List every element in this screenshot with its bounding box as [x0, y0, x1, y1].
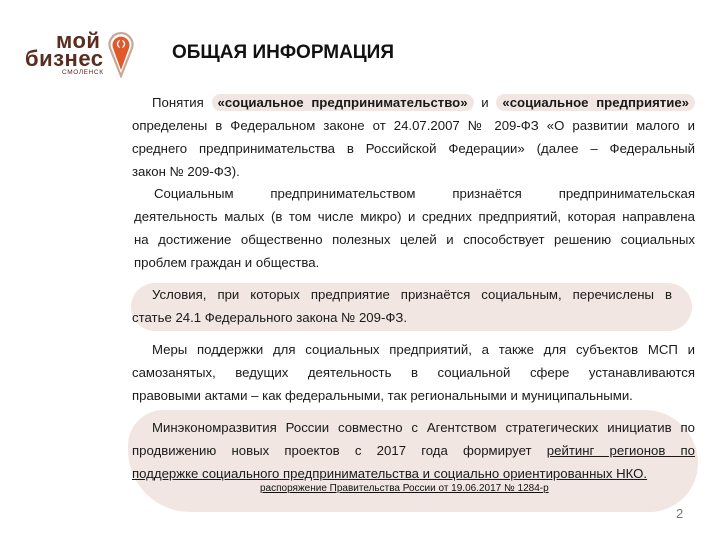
paragraph-support-measures: [132, 338, 695, 407]
paragraph-line: правовыми актами – как федеральными, так региональными и муниципальными.: [132, 388, 633, 403]
text-line: Условия, при которых предприятие признаётся социальным, перечислены в: [152, 287, 672, 302]
source-link[interactable]: распоряжение Правительства России от 19.06.2017 № 1284-р: [260, 483, 549, 494]
paragraph-line: [134, 182, 695, 205]
term-social-enterprise: «социальное предприятие»: [496, 94, 695, 111]
paragraph-line: на достижение общественно полезных целей и способствует решению социальных: [134, 232, 695, 247]
text-line: Меры поддержки для социальных предприятий, а также для субъектов МСП и: [152, 342, 695, 357]
paragraph-conditions: [132, 283, 672, 329]
logo-word-biznes: бизнес: [25, 46, 104, 71]
text-line: продвижению новых проектов с 2017 года формирует: [132, 443, 532, 458]
text-concepts: Понятия: [152, 95, 204, 110]
logo-city: СМОЛЕНСК: [62, 69, 104, 76]
paragraph-rating: [132, 416, 695, 485]
map-pin-icon: [108, 26, 134, 78]
paragraph-line: [132, 91, 695, 114]
paragraph-social-entrepreneurship: [134, 182, 695, 274]
paragraph-line: [132, 338, 695, 361]
paragraph-line: среднего предпринимательства в Российской Федерации» (далее – Федеральный: [132, 141, 695, 156]
text-line: Минэкономразвития России совместно с Агентством стратегических инициатив по: [152, 420, 695, 435]
paragraph-line: [132, 416, 695, 439]
paragraph-line: [132, 439, 695, 462]
rating-link[interactable]: рейтинг регионов по: [546, 443, 696, 458]
paragraph-line: самозанятых, ведущих деятельность в социальной сфере устанавливаются: [132, 365, 695, 380]
brand-logo: [22, 24, 142, 84]
paragraph-line: закон № 209-ФЗ).: [132, 164, 240, 179]
page-number: 2: [676, 506, 684, 521]
paragraph-line: [132, 283, 672, 306]
logo-word-moy: мой: [56, 28, 101, 53]
paragraph-line: статье 24.1 Федерального закона № 209-ФЗ.: [132, 310, 408, 325]
paragraph-line: проблем граждан и общества.: [134, 255, 320, 270]
text-and: и: [481, 95, 489, 110]
paragraph-definitions: [132, 91, 695, 183]
paragraph-line: определены в Федеральном законе от 24.07.2007 № 209-ФЗ «О развитии малого и: [132, 118, 695, 133]
rating-link-continuation[interactable]: поддержке социального предпринимательства и социально ориентированных НКО.: [132, 466, 648, 481]
text-line: Социальным предпринимательством признаётся предпринимательская: [154, 186, 695, 201]
page-title: ОБЩАЯ ИНФОРМАЦИЯ: [172, 42, 394, 63]
term-social-entrepreneurship: «социальное предпринимательство»: [212, 94, 474, 111]
paragraph-line: деятельность малых (в том числе микро) и средних предприятий, которая направлена: [134, 209, 695, 224]
